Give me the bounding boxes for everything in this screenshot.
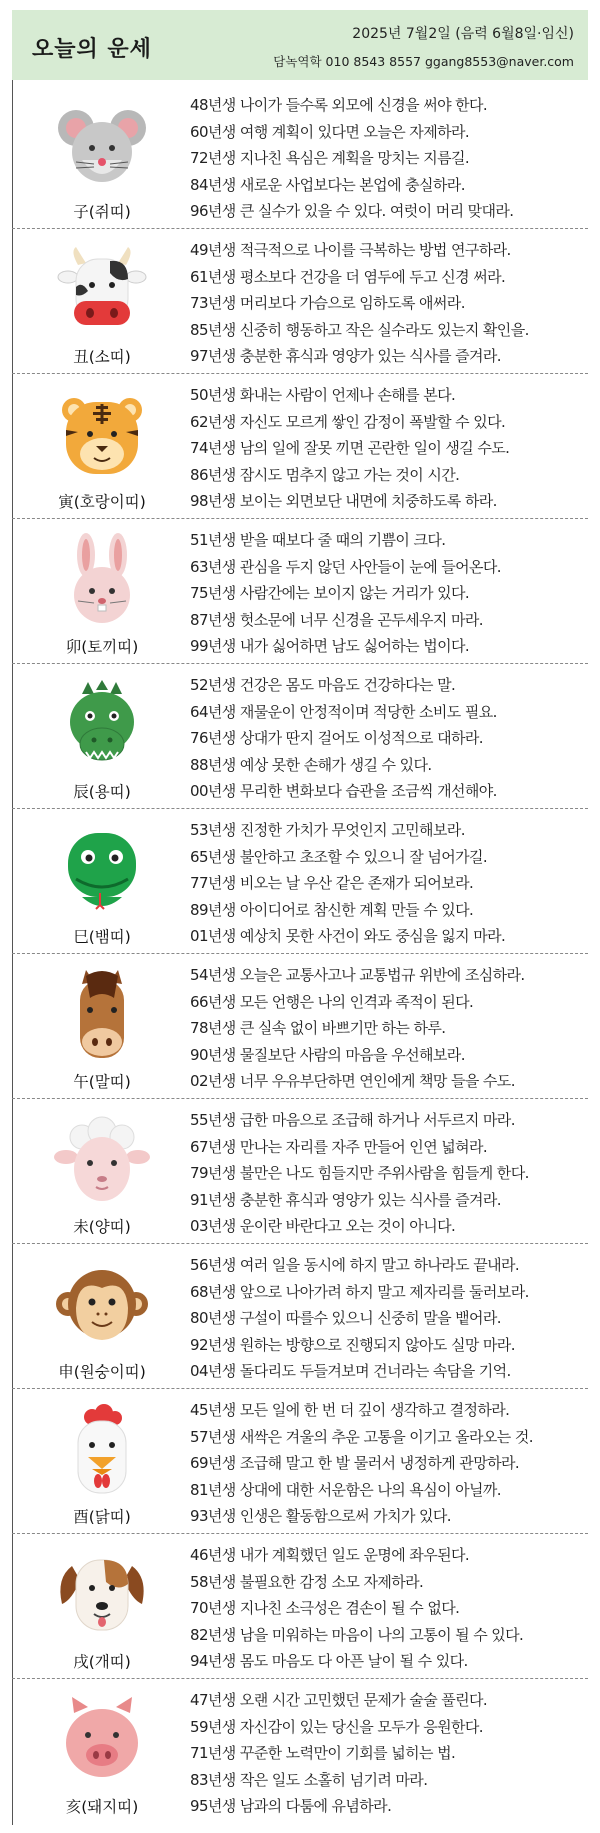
fortune-line: 84년생 새로운 사업보다는 본업에 충실하라. bbox=[190, 175, 465, 194]
fortune-line: 68년생 앞으로 나아가려 하지 말고 제자리를 둘러보라. bbox=[190, 1282, 529, 1301]
zodiac-label: 申(원숭이띠) bbox=[58, 1363, 146, 1381]
fortune-lines bbox=[190, 237, 585, 370]
fortune-line: 95년생 남과의 다툼에 유념하라. bbox=[190, 1797, 392, 1816]
fortune-line: 65년생 불안하고 초조할 수 있으니 잘 넘어가길. bbox=[190, 847, 488, 866]
fortune-line: 48년생 나이가 들수록 외모에 신경을 써야 한다. bbox=[190, 96, 488, 114]
zodiac-label: 卯(토끼띠) bbox=[65, 638, 139, 656]
contact-line: 담녹역학 010 8543 8557 ggang8553@naver.com bbox=[273, 54, 574, 69]
zodiac-label: 亥(돼지띠) bbox=[65, 1798, 139, 1816]
fortune-lines bbox=[190, 817, 585, 950]
zodiac-label: 寅(호랑이띠) bbox=[58, 493, 146, 511]
fortune-lines bbox=[190, 382, 585, 515]
zodiac-row-monkey bbox=[12, 1244, 588, 1389]
fortune-line: 56년생 여러 일을 동시에 하지 말고 하나라도 끝내라. bbox=[190, 1256, 520, 1274]
zodiac-row-rat bbox=[12, 84, 588, 229]
fortune-line: 46년생 내가 계획했던 일도 운명에 좌우된다. bbox=[190, 1546, 470, 1564]
fortune-line: 64년생 재물운이 안정적이며 적당한 소비도 필요. bbox=[190, 702, 497, 721]
fortune-line: 90년생 물질보단 사람의 마음을 우선해보라. bbox=[190, 1045, 465, 1064]
zodiac-row-rooster bbox=[12, 1389, 588, 1534]
zodiac-label: 午(말띠) bbox=[73, 1073, 131, 1091]
monkey-icon bbox=[52, 1258, 152, 1354]
fortune-line: 76년생 상대가 딴지 걸어도 이성적으로 대하라. bbox=[190, 729, 483, 748]
fortune-line: 92년생 원하는 방향으로 진행되지 않아도 실망 마라. bbox=[190, 1335, 515, 1354]
fortune-line: 99년생 내가 싫어하면 남도 싫어하는 법이다. bbox=[190, 637, 470, 656]
zodiac-row-ox bbox=[12, 229, 588, 374]
zodiac-row-rabbit bbox=[12, 519, 588, 664]
horse-icon bbox=[52, 968, 152, 1064]
fortune-line: 70년생 지나친 소극성은 겸손이 될 수 없다. bbox=[190, 1599, 460, 1618]
fortune-line: 01년생 예상치 못한 사건이 와도 중심을 잃지 마라. bbox=[190, 927, 506, 946]
snake-icon bbox=[52, 823, 152, 919]
zodiac-row-tiger bbox=[12, 374, 588, 519]
fortune-line: 60년생 여행 계획이 있다면 오늘은 자제하라. bbox=[190, 122, 470, 141]
fortune-lines bbox=[190, 1687, 585, 1820]
fortune-line: 58년생 불필요한 감정 소모 자제하라. bbox=[190, 1572, 424, 1591]
fortune-line: 81년생 상대에 대한 서운함은 나의 욕심이 아닐까. bbox=[190, 1480, 501, 1499]
fortune-line: 71년생 꾸준한 노력만이 기회를 넓히는 법. bbox=[190, 1744, 456, 1763]
date-line: 2025년 7월2일 (음력 6월8일·임신) bbox=[352, 26, 574, 42]
fortune-lines bbox=[190, 1542, 585, 1675]
fortune-line: 00년생 무리한 변화보다 습관을 조금씩 개선해야. bbox=[190, 782, 497, 801]
fortune-line: 80년생 구설이 따를수 있으니 신중히 말을 뱉어라. bbox=[190, 1309, 501, 1328]
page-title: 오늘의 운세 bbox=[32, 37, 152, 62]
fortune-line: 67년생 만나는 자리를 자주 만들어 인연 넓혀라. bbox=[190, 1137, 488, 1156]
fortune-line: 57년생 새싹은 겨울의 추운 고통을 이기고 올라오는 것. bbox=[190, 1427, 533, 1446]
fortune-line: 89년생 아이디어로 참신한 계획 만들 수 있다. bbox=[190, 900, 474, 919]
fortune-line: 87년생 헛소문에 너무 신경을 곤두세우지 마라. bbox=[190, 610, 483, 629]
zodiac-row-horse bbox=[12, 954, 588, 1099]
fortune-lines bbox=[190, 527, 585, 660]
fortune-line: 83년생 작은 일도 소홀히 넘기려 마라. bbox=[190, 1770, 428, 1789]
fortune-line: 54년생 오늘은 교통사고나 교통법규 위반에 조심하라. bbox=[190, 966, 525, 984]
zodiac-label: 戌(개띠) bbox=[73, 1653, 131, 1671]
fortune-lines bbox=[190, 672, 585, 805]
fortune-line: 62년생 자신도 모르게 쌓인 감정이 폭발할 수 있다. bbox=[190, 412, 506, 431]
zodiac-label: 丑(소띠) bbox=[73, 348, 131, 366]
fortune-line: 73년생 머리보다 가슴으로 임하도록 애써라. bbox=[190, 294, 465, 313]
zodiac-row-snake bbox=[12, 809, 588, 954]
fortune-line: 86년생 잠시도 멈추지 않고 가는 것이 시간. bbox=[190, 465, 460, 484]
fortune-line: 04년생 돌다리도 두들겨보며 건너라는 속담을 기억. bbox=[190, 1362, 511, 1381]
fortune-lines bbox=[190, 92, 585, 225]
rat-icon bbox=[52, 98, 152, 194]
fortune-line: 49년생 적극적으로 나이를 극복하는 방법 연구하라. bbox=[190, 241, 511, 259]
fortune-line: 55년생 급한 마음으로 조급해 하거나 서두르지 마라. bbox=[190, 1111, 515, 1129]
fortune-line: 93년생 인생은 활동함으로써 가치가 있다. bbox=[190, 1507, 451, 1526]
fortune-line: 02년생 너무 우유부단하면 연인에게 책망 들을 수도. bbox=[190, 1072, 515, 1091]
zodiac-label: 酉(닭띠) bbox=[73, 1508, 131, 1526]
fortune-line: 66년생 모든 언행은 나의 인격과 족적이 된다. bbox=[190, 992, 474, 1011]
fortune-line: 61년생 평소보다 건강을 더 염두에 두고 신경 써라. bbox=[190, 267, 506, 286]
zodiac-row-sheep bbox=[12, 1099, 588, 1244]
fortune-line: 79년생 불만은 나도 힘들지만 주위사람을 힘들게 한다. bbox=[190, 1164, 529, 1183]
fortune-lines bbox=[190, 962, 585, 1095]
rooster-icon bbox=[52, 1403, 152, 1499]
fortune-line: 85년생 신중히 행동하고 작은 실수라도 있는지 확인을. bbox=[190, 320, 529, 339]
fortune-lines bbox=[190, 1397, 585, 1530]
zodiac-label: 子(쥐띠) bbox=[73, 203, 131, 221]
zodiac-label: 巳(뱀띠) bbox=[73, 928, 131, 946]
zodiac-row-pig bbox=[12, 1679, 588, 1825]
fortune-line: 45년생 모든 일에 한 번 더 깊이 생각하고 결정하라. bbox=[190, 1401, 510, 1419]
fortune-line: 69년생 조급해 말고 한 발 물러서 냉정하게 관망하라. bbox=[190, 1454, 520, 1473]
fortune-line: 98년생 보이는 외면보단 내면에 치중하도록 하라. bbox=[190, 492, 497, 511]
fortune-line: 53년생 진정한 가치가 무엇인지 고민해보라. bbox=[190, 821, 465, 839]
fortune-line: 78년생 큰 실속 없이 바쁘기만 하는 하루. bbox=[190, 1019, 446, 1038]
fortune-line: 52년생 건강은 몸도 마음도 건강하다는 말. bbox=[190, 676, 456, 694]
zodiac-label: 辰(용띠) bbox=[73, 783, 131, 801]
pig-icon bbox=[52, 1693, 152, 1789]
fortune-line: 77년생 비오는 날 우산 같은 존재가 되어보라. bbox=[190, 874, 474, 893]
zodiac-row-dog bbox=[12, 1534, 588, 1679]
fortune-line: 75년생 사람간에는 보이지 않는 거리가 있다. bbox=[190, 584, 470, 603]
zodiac-row-dragon bbox=[12, 664, 588, 809]
dragon-icon bbox=[52, 678, 152, 774]
zodiac-label: 未(양띠) bbox=[73, 1218, 131, 1236]
tiger-icon bbox=[52, 388, 152, 484]
fortune-line: 72년생 지나친 욕심은 계획을 망치는 지름길. bbox=[190, 149, 470, 168]
fortune-line: 03년생 운이란 바란다고 오는 것이 아니다. bbox=[190, 1217, 456, 1236]
fortune-line: 94년생 몸도 마음도 다 아픈 날이 될 수 있다. bbox=[190, 1652, 468, 1671]
fortune-line: 47년생 오랜 시간 고민했던 문제가 술술 풀린다. bbox=[190, 1691, 488, 1709]
fortune-line: 91년생 충분한 휴식과 영양가 있는 식사를 즐겨라. bbox=[190, 1190, 501, 1209]
fortune-line: 51년생 받을 때보다 줄 때의 기쁨이 크다. bbox=[190, 531, 446, 549]
rabbit-icon bbox=[52, 533, 152, 629]
fortune-line: 97년생 충분한 휴식과 영양가 있는 식사를 즐겨라. bbox=[190, 347, 501, 366]
header-banner bbox=[12, 10, 588, 80]
fortune-line: 63년생 관심을 두지 않던 사안들이 눈에 들어온다. bbox=[190, 557, 501, 576]
ox-icon bbox=[52, 243, 152, 339]
sheep-icon bbox=[52, 1113, 152, 1209]
fortune-line: 59년생 자신감이 있는 당신을 모두가 응원한다. bbox=[190, 1717, 483, 1736]
fortune-line: 96년생 큰 실수가 있을 수 있다. 여럿이 머리 맞대라. bbox=[190, 202, 514, 221]
fortune-lines bbox=[190, 1252, 585, 1385]
fortune-line: 82년생 남을 미워하는 마음이 나의 고통이 될 수 있다. bbox=[190, 1625, 524, 1644]
dog-icon bbox=[52, 1548, 152, 1644]
fortune-lines bbox=[190, 1107, 585, 1240]
fortune-line: 74년생 남의 일에 잘못 끼면 곤란한 일이 생길 수도. bbox=[190, 439, 510, 458]
fortune-line: 88년생 예상 못한 손해가 생길 수 있다. bbox=[190, 755, 432, 774]
fortune-line: 50년생 화내는 사람이 언제나 손해를 본다. bbox=[190, 386, 456, 404]
